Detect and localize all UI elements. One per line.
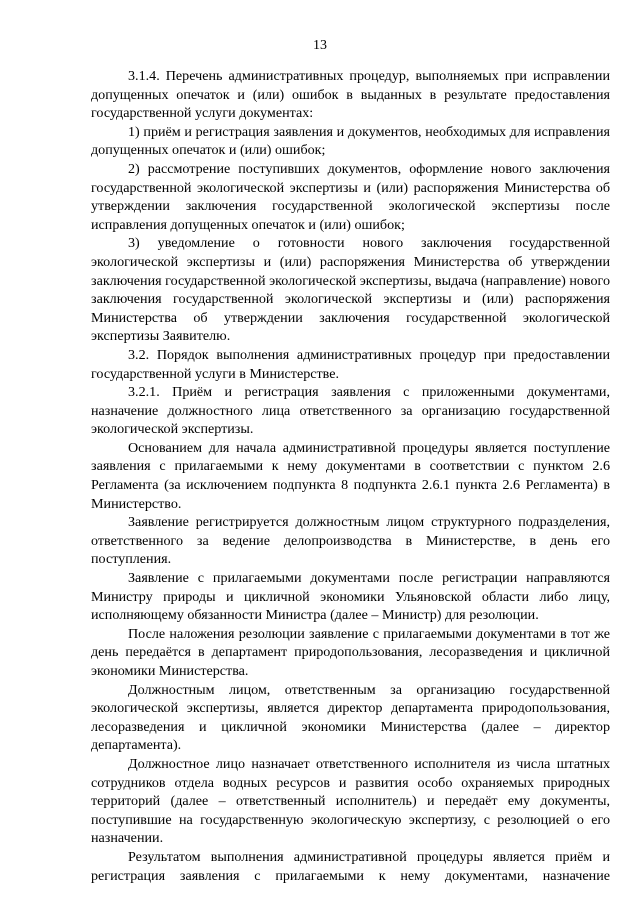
paragraph-resolution: Заявление с прилагаемыми документами после регистрации направляются Министру природы и цикличной экономики Ульяновской области либо лицу, исполняющему обязанности Министра (далее – Министр) для резолюции. [91,570,610,624]
paragraph-responsible-official: Должностным лицом, ответственным за организацию государственной экологической экспертизы, является директор департамента природопользования, лесоразведения и цикличной экономики Министерства (далее – директор департамента). [91,681,610,754]
list-item-3: 3) уведомление о готовности нового заключения государственной экологической экспертизы и (или) распоряжения Министерства об утверждении заключения государственной экологической экспертизы, выдача (направление) нового заключения государственной экологической экспертизы и (или) распоряжения Министерства об утверждении заключения государственной экологической экспертизы Заявителю. [91,235,610,345]
paragraph-transfer: После наложения резолюции заявление с прилагаемыми документами в тот же день передаётся в департамент природопользования, лесоразведения и цикличной экономики Министерства. [91,625,610,679]
paragraph-3-1-4: 3.1.4. Перечень административных процедур, выполняемых при исправлении допущенных опечаток и (или) ошибок в выданных в результате предоставления государственной услуги документах: [91,68,610,122]
paragraph-registration: Заявление регистрируется должностным лицом структурного подразделения, ответственного за ведение делопроизводства в Министерстве, в день его поступления. [91,514,610,568]
paragraph-executor: Должностное лицо назначает ответственного исполнителя из числа штатных сотрудников отдела водных ресурсов и развития особо охраняемых природных территорий (далее – ответственный исполнитель) и передаёт ему документы, поступившие на государственную экологическую экспертизу, с резолюцией о его назначении. [91,755,610,847]
document-body [91,67,610,885]
list-item-1: 1) приём и регистрация заявления и документов, необходимых для исправления допущенных опечаток и (или) ошибок; [91,123,610,159]
list-item-2: 2) рассмотрение поступивших документов, оформление нового заключения государственной экологической экспертизы и (или) распоряжения Министерства об утверждении заключения государственной экологической экспертизы после исправления допущенных опечаток и (или) ошибок; [91,160,610,233]
paragraph-3-2: 3.2. Порядок выполнения административных процедур при предоставлении государственной услуги в Министерстве. [91,346,610,382]
paragraph-result: Результатом выполнения административной процедуры является приём и регистрация заявления с прилагаемыми к нему документами, назначение [91,848,610,884]
paragraph-basis: Основанием для начала административной процедуры является поступление заявления с прилагаемыми к нему документами в соответствии с пунктом 2.6 Регламента (за исключением подпункта 8 подпункта 2.6.1 пункта 2.6 Регламента) в Министерство. [91,439,610,512]
page-number: 13 [313,38,327,53]
paragraph-3-2-1: 3.2.1. Приём и регистрация заявления с приложенными документами, назначение должностного лица ответственного за организацию государственной экологической экспертизы. [91,384,610,438]
